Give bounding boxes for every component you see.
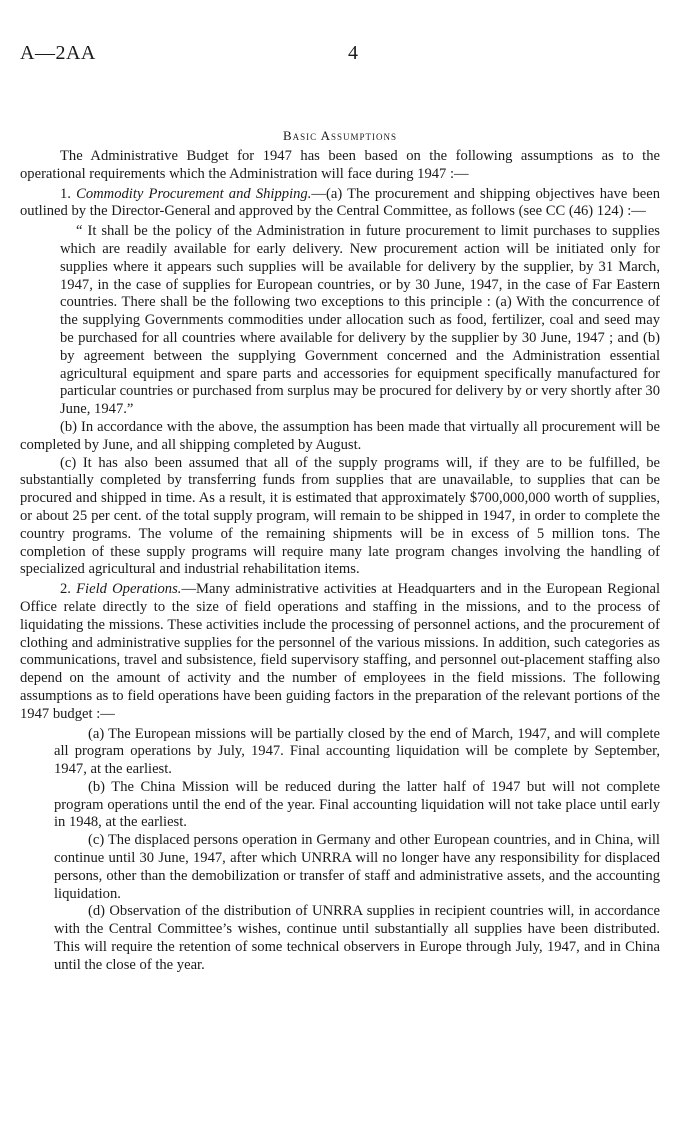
section-title: Basic Assumptions — [282, 128, 398, 143]
section-2-paragraph-c: (c) The displaced persons operation in Germany and other European countries, and in China, will continue until 30 June, 1947, after which UNRRA will no longer have any responsibility for displaced persons, other than the demobilization or transfer of staff and administrative assets, and the accounting liquidation. — [54, 832, 660, 902]
section-1-paragraph-c: (c) It has also been assumed that all of the supply programs will, if they are to be fulfilled, be substantially completed by transferring funds from supplies that are unavailable, to supplies that can be procured and shipped in time. As a result, it is estimated that approximately $700,000,000 worth of supplies, or about 25 per cent. of the total supply program, will remain to be shipped in 1947, in order to complete the country programs. The volume of the remaining shipments will be in excess of 5 million tons. The completion of these supply programs will require many late program changes involving the handling of specialized agricultural and industrial rehabilitation items. — [20, 454, 660, 578]
section-2-paragraph-b: (b) The China Mission will be reduced during the latter half of 1947 but will not complete program operations until the end of the year. Final accounting liquidation will not take place until early in 1948, at the earliest. — [54, 778, 660, 831]
section-2-paragraph-d: (d) Observation of the distribution of UNRRA supplies in recipient countries will, in accordance with the Central Committee’s wishes, continue until substantially all supplies have been distributed. This will require the retention of some technical observers in Europe through July, 1947, and in China until the close of the year. — [54, 903, 660, 973]
section-1-paragraph — [20, 186, 660, 222]
section-2-heading: Field Operations. — [76, 581, 182, 598]
intro-paragraph: The Administrative Budget for 1947 has been based on the following assumptions as to the operational requirements which the Administration will face during 1947 :— — [20, 148, 660, 182]
document-text — [20, 148, 660, 975]
section-2-paragraph-a: (a) The European missions will be partially closed by the end of March, 1947, and will complete all program operations by July, 1947. Final accounting liquidation will be complete by September, 1947, at the earliest. — [54, 725, 660, 778]
section-2-lead: —Many administrative activities at Headquarters and in the European Regional Office relate directly to the size of field operations and staffing in the missions, and to the process of liquidating the missions. These activities include the processing of personnel actions, and the procurement of clothing and administrative supplies for the personnel of the various missions. In addition, such categories as communications, travel and subsistence, field supervisory staffing, and personnel out-placement staffing also depend on the amount of activity and the number of employees in the field missions. The following assumptions as to field operations have been guiding factors in the preparation of the relevant portions of the 1947 budget :— — [20, 581, 660, 722]
policy-quote: “ It shall be the policy of the Administration in future procurement to limit purchases to supplies which are readily available for early delivery. New procurement action will be initiated only for supplies where it appears such supplies will be available for delivery by the supplier, by 31 March, 1947, in the case of supplies for European countries, or by 30 June, 1947, in the case of Far Eastern countries. There shall be the following two exceptions to this principle : (a) With the concurrence of the supplying Governments commodities under allocation such as food, fertilizer, coal and seed may be purchased for all countries where available for delivery by the supplier by 30 June, 1947 ; and (b) by agreement between the supplying Government concerned and the Administration essential agricultural equipment and spare parts and accessories for equipment specifically manufactured for particular countries or purchased from surplus may be procured for delivery by or very shortly after 30 June, 1947.” — [60, 223, 660, 418]
document-reference: A—2AA — [20, 42, 96, 64]
section-2-number: 2. — [60, 581, 71, 598]
section-1-heading: Commodity Procurement and Shipping. — [76, 185, 312, 202]
section-1-paragraph-b: (b) In accordance with the above, the assumption has been made that virtually all procurement will be completed by June, and all shipping completed by August. — [20, 418, 660, 453]
page-header — [20, 42, 660, 68]
section-2-paragraph — [20, 581, 660, 723]
page-number: 4 — [348, 42, 358, 64]
section-1-number: 1. — [60, 185, 71, 202]
section-1-lead: —(a) The procurement and shipping objectives have been outlined by the Director-General and approved by the Central Committee, as follows (see CC (46) 124) :— — [20, 185, 660, 220]
